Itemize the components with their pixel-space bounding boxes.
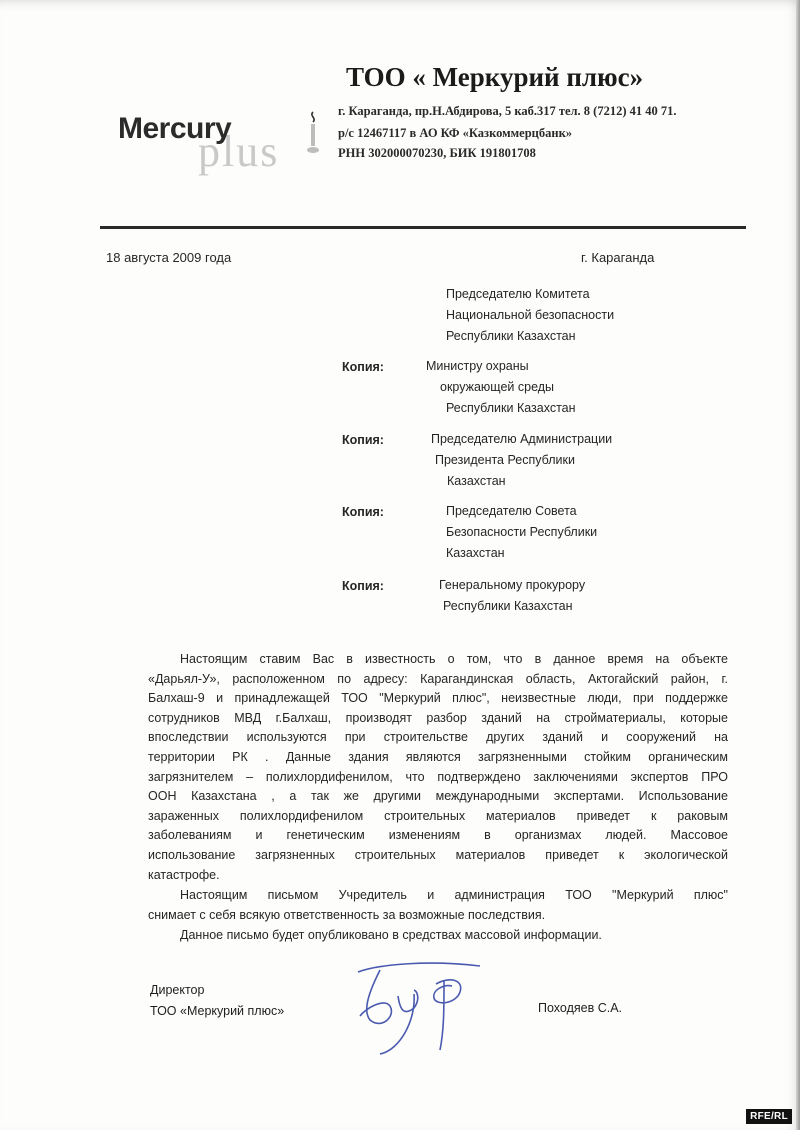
handwritten-signature — [340, 950, 490, 1060]
letter-date: 18 августа 2009 года — [106, 250, 232, 265]
recipient-line: Республики Казахстан — [446, 329, 576, 343]
body-line: Настоящим ставим Вас в известность о том, что в данное время на объекте — [180, 652, 728, 666]
body-paragraph-3 — [148, 926, 602, 946]
copy-block-4 — [439, 575, 585, 617]
copy-line: Председателю Совета — [446, 504, 577, 518]
signer-org: ТОО «Меркурий плюс» — [150, 1004, 285, 1018]
copy-label: Копия: — [342, 505, 384, 519]
logo-plus-text: plus — [198, 127, 280, 176]
body-line: Настоящим письмом Учредитель и администрация ТОО "Меркурий плюс" — [180, 888, 728, 902]
copy-label: Копия: — [342, 360, 384, 374]
company-name: ТОО « Меркурий плюс» — [346, 62, 644, 92]
copy-line: Председателю Администрации — [431, 432, 613, 446]
recipient-line: Председателю Комитета — [446, 287, 590, 301]
body-line: зараженных полихлордифенилом строительных материалов приведет к раковым — [148, 808, 728, 823]
signature-position — [150, 980, 284, 1022]
body-line: территории РК . Данные здания являются загрязненными стойким органическим — [148, 749, 728, 764]
copy-line: окружающей среды — [440, 380, 555, 394]
body-line: заболеваниям и генетическим изменениям в организмах людей. Массовое — [148, 828, 728, 843]
page-edge-shadow — [796, 0, 800, 1130]
letterhead-divider — [100, 226, 746, 229]
mercury-plus-logo — [118, 108, 318, 176]
copy-label: Копия: — [342, 579, 384, 593]
body-line: «Дарьял-У», расположенном по адресу: Карагандинская область, Актогайский район, г. — [148, 671, 728, 686]
body-line: Балхаш-9 и принадлежащей ТОО "Меркурий плюс", неизвестные люди, при поддержке — [148, 691, 728, 706]
copy-line: Казахстан — [446, 546, 505, 560]
copy-block-2 — [431, 429, 612, 492]
copy-block-1 — [426, 356, 576, 419]
body-line: загрязнителем – полихлордифенилом, что подтверждено заключениями экспертов ПРО — [148, 769, 728, 784]
copy-block-3 — [446, 501, 597, 564]
recipient-block — [446, 284, 614, 347]
logo-mark-icon — [304, 108, 322, 162]
copy-line: Президента Республики — [435, 453, 575, 467]
copy-line: Министру охраны — [426, 359, 529, 373]
body-line: ООН Казахстана , а так же другими международными экспертами. Использование — [148, 789, 728, 804]
body-paragraph-1 — [148, 650, 728, 885]
copy-line: Республики Казахстан — [443, 599, 573, 613]
recipient-line: Национальной безопасности — [446, 308, 615, 322]
rferl-watermark: RFE/RL — [746, 1109, 792, 1124]
company-rnn: РНН 302000070230, БИК 191801708 — [338, 146, 536, 160]
copy-line: Безопасности Республики — [446, 525, 598, 539]
company-bank-account: р/с 12467117 в АО КФ «Казкоммерцбанк» — [338, 126, 573, 140]
signer-title: Директор — [150, 983, 205, 997]
copy-line: Генеральному прокурору — [439, 578, 586, 592]
body-line: снимает с себя всякую ответственность за возможные последствия. — [148, 907, 546, 922]
body-line: Данное письмо будет опубликовано в средствах массовой информации. — [180, 928, 602, 942]
company-address: г. Караганда, пр.Н.Абдирова, 5 каб.317 тел. 8 (7212) 41 40 71. — [338, 104, 677, 118]
copy-line: Казахстан — [447, 474, 506, 488]
logo-word: Mercury — [118, 112, 232, 145]
body-line: сотрудников МВД г.Балхаш, производят разбор зданий на стройматериалы, которые — [148, 710, 728, 725]
body-paragraph-2 — [148, 886, 728, 925]
signer-name: Походяев С.А. — [538, 1001, 623, 1015]
body-line: катастрофе. — [148, 867, 220, 882]
body-line: использование загрязненных строительных материалов приведет к экологической — [148, 847, 728, 862]
copy-line: Республики Казахстан — [446, 401, 576, 415]
body-line: впоследствии используются при строительстве других зданий и сооружений на — [148, 730, 728, 745]
letter-city: г. Караганда — [581, 250, 655, 265]
copy-label: Копия: — [342, 433, 384, 447]
